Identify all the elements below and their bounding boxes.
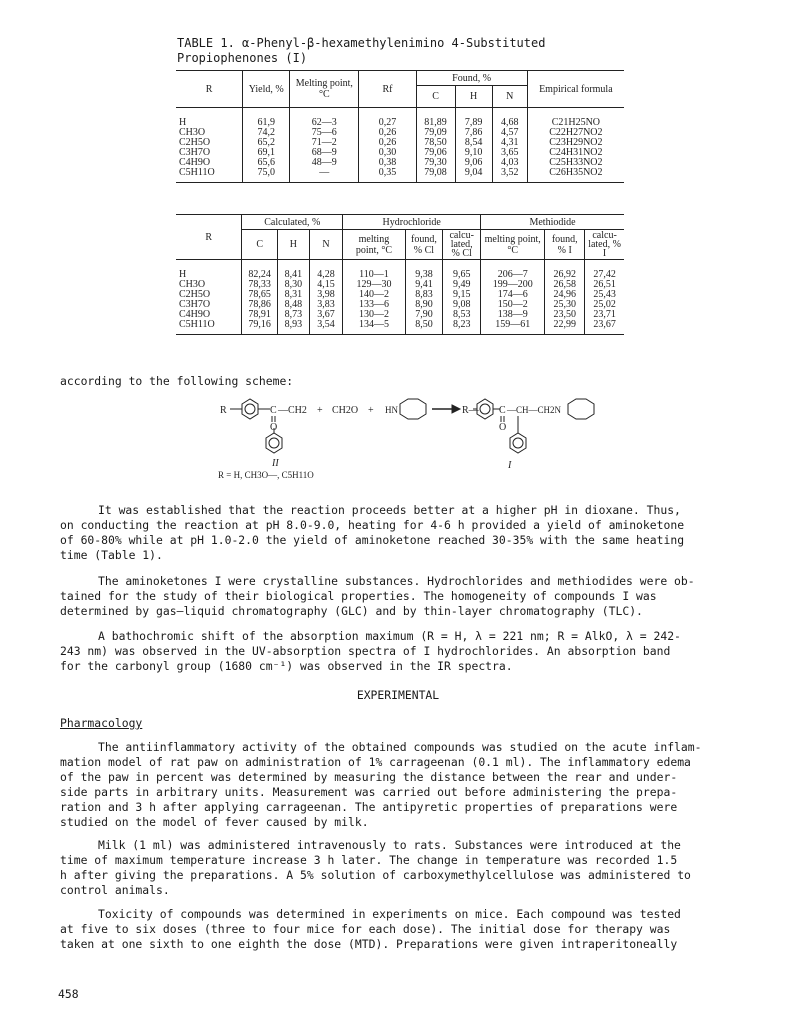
t1-cell-yield: 65,2	[243, 138, 290, 148]
t1-header-h: H	[455, 86, 492, 108]
t1-cell-c: 79,06	[416, 148, 455, 158]
t2-cell-n: 3,67	[309, 310, 343, 320]
benzene-ring-right	[477, 399, 493, 419]
t1-cell-n: 4,31	[492, 138, 527, 148]
t1-cell-mp: 48—9	[290, 158, 359, 168]
paragraph-line: control animals.	[60, 883, 170, 897]
t2-cell-hcl-calc: 8,53	[443, 310, 481, 320]
t1-cell-yield: 65,6	[243, 158, 290, 168]
t2-cell-c: 78,91	[242, 310, 278, 320]
t1-cell-c: 78,50	[416, 138, 455, 148]
t1-cell-n: 4,68	[492, 108, 527, 129]
t1-cell-yield: 69,1	[243, 148, 290, 158]
t2-header-c: C	[242, 230, 278, 260]
t2-cell-c: 78,65	[242, 290, 278, 300]
t2-cell-r: C5H11O	[176, 320, 242, 335]
page-number: 458	[58, 987, 79, 1001]
benzene-ring-left	[242, 399, 258, 419]
paragraph-line: The antiinflammatory activity of the obtained compounds was studied on the acute inflam-	[98, 740, 702, 754]
paragraph-6	[60, 907, 750, 952]
t2-cell-h: 8,93	[278, 320, 310, 335]
t1-cell-n: 4,57	[492, 128, 527, 138]
scheme-intro: according to the following scheme:	[60, 374, 294, 388]
paragraph-line: The aminoketones I were crystalline substances. Hydrochlorides and methiodides were ob-	[98, 574, 695, 588]
t2-cell-mi-found: 25,30	[545, 300, 585, 310]
t1-header-melting-point: Melting point, °C	[290, 71, 359, 108]
experimental-heading: EXPERIMENTAL	[356, 688, 440, 702]
t1-header-yield: Yield, %	[243, 71, 290, 108]
reaction-scheme	[190, 392, 610, 482]
t1-cell-mp: —	[290, 168, 359, 183]
t2-header-mi-calc: calcu- lated, % I	[585, 230, 624, 260]
t1-cell-r: C3H7O	[179, 147, 211, 158]
t1-cell-h: 9,10	[455, 148, 492, 158]
table-row	[176, 260, 624, 281]
t2-header-mi-mp: melting point, °C	[481, 230, 545, 260]
paragraph-3	[60, 629, 750, 674]
t1-header-formula: Empirical formula	[527, 71, 624, 108]
t1-cell-formula: C23H29NO2	[527, 138, 624, 148]
t1-cell-rf: 0,27	[359, 108, 416, 129]
t1-cell-h: 7,89	[455, 108, 492, 129]
t2-cell-r: H	[179, 269, 187, 280]
t1-header-found: Found, %	[416, 71, 527, 86]
paragraph-line: taken at one sixth to one eighth the dose (MTD). Preparations were given intraperitoneally	[60, 937, 678, 951]
t2-cell-r: C4H9O	[179, 309, 211, 320]
paragraph-line: 243 nm) was observed in the UV-absorption spectra of I hydrochlorides. An absorption band	[60, 644, 671, 658]
t2-cell-r: C3H7O	[179, 299, 211, 310]
t2-header-h: H	[278, 230, 310, 260]
t1-cell-r: C4H9O	[179, 157, 211, 168]
t2-cell-n: 4,15	[309, 280, 343, 290]
t1-cell-yield: 75,0	[243, 168, 290, 183]
scheme-c-product: C	[499, 405, 506, 416]
t2-cell-hcl-mp: 134—5	[343, 320, 405, 335]
hexamethylenimine-ring	[400, 399, 426, 419]
t2-cell-hcl-calc: 9,49	[443, 280, 481, 290]
t2-cell-mi-found: 26,92	[545, 260, 585, 281]
table-row	[176, 320, 624, 335]
t1-header-rf: Rf	[359, 71, 416, 108]
paragraph-line: A bathochromic shift of the absorption maximum (R = H, λ = 221 nm; R = AlkO, λ = 242-	[98, 629, 681, 643]
benzene-ring-lower-right	[510, 433, 526, 453]
t1-cell-formula: C24H31NO2	[527, 148, 624, 158]
t2-cell-mi-mp: 174—6	[481, 290, 545, 300]
t2-cell-h: 8,73	[278, 310, 310, 320]
t2-cell-mi-found: 22,99	[545, 320, 585, 335]
paragraph-line: of the paw in percent was determined by measuring the distance between the rear and under-	[60, 770, 678, 784]
t2-cell-h: 8,31	[278, 290, 310, 300]
paragraph-4	[60, 740, 750, 830]
t2-cell-mi-calc: 23,71	[585, 310, 624, 320]
t2-cell-hcl-mp: 140—2	[343, 290, 405, 300]
paragraph-line: studied on the model of fever caused by milk.	[60, 815, 369, 829]
t2-cell-n: 4,28	[309, 260, 343, 281]
scheme-plus-1: +	[317, 405, 323, 416]
paragraph-line: determined by gas—liquid chromatography (GLC) and by thin-layer chromatography (TLC).	[60, 604, 643, 618]
paragraph-line: ration and 3 h after applying carrageenan. The antipyretic properties of preparations were	[60, 800, 678, 814]
paragraph-line: tained for the study of their biological properties. The homogeneity of compounds I was	[60, 589, 657, 603]
table-1	[176, 70, 624, 183]
t2-cell-mi-calc: 25,43	[585, 290, 624, 300]
t2-cell-n: 3,54	[309, 320, 343, 335]
t1-cell-mp: 75—6	[290, 128, 359, 138]
t2-cell-mi-calc: 23,67	[585, 320, 624, 335]
t1-cell-formula: C21H25NO	[527, 108, 624, 129]
t1-cell-n: 3,52	[492, 168, 527, 183]
t1-cell-c: 79,30	[416, 158, 455, 168]
t1-cell-mp: 62—3	[290, 108, 359, 129]
paragraph-2	[60, 574, 750, 619]
t1-cell-yield: 74,2	[243, 128, 290, 138]
t2-cell-hcl-mp: 130—2	[343, 310, 405, 320]
scheme-r-definition: R = H, CH3O—, C5H11O	[218, 470, 314, 480]
table-row	[176, 108, 624, 129]
t2-cell-mi-mp: 150—2	[481, 300, 545, 310]
t1-header-r: R	[176, 71, 243, 108]
t1-cell-r: H	[179, 117, 187, 128]
t2-header-methiodide: Methiodide	[481, 215, 624, 230]
t2-cell-hcl-found: 9,38	[405, 260, 443, 281]
paragraph-line: Milk (1 ml) was administered intravenously to rats. Substances were introduced at the	[98, 838, 681, 852]
t2-cell-h: 8,41	[278, 260, 310, 281]
t2-cell-hcl-mp: 133—6	[343, 300, 405, 310]
scheme-formaldehyde: CH2O	[332, 405, 359, 416]
t1-cell-n: 3,65	[492, 148, 527, 158]
t1-cell-h: 9,04	[455, 168, 492, 183]
t2-cell-mi-calc: 27,42	[585, 260, 624, 281]
t1-cell-rf: 0,38	[359, 158, 416, 168]
t2-cell-hcl-calc: 8,23	[443, 320, 481, 335]
t1-cell-r: C2H5O	[179, 137, 211, 148]
t2-cell-hcl-calc: 9,65	[443, 260, 481, 281]
t2-cell-mi-mp: 159—61	[481, 320, 545, 335]
t2-cell-mi-mp: 138—9	[481, 310, 545, 320]
hexamethylenimine-ring-product	[568, 399, 594, 419]
t1-header-c: C	[416, 86, 455, 108]
t2-cell-hcl-found: 7,90	[405, 310, 443, 320]
t2-cell-mi-calc: 26,51	[585, 280, 624, 290]
scheme-o-reactant: O	[270, 422, 278, 433]
t2-cell-c: 79,16	[242, 320, 278, 335]
table-2	[176, 214, 624, 335]
t1-cell-c: 79,09	[416, 128, 455, 138]
scheme-r-reactant: R	[220, 405, 227, 416]
t2-cell-h: 8,30	[278, 280, 310, 290]
paragraph-line: Toxicity of compounds was determined in experiments on mice. Each compound was tested	[98, 907, 681, 921]
paragraph-line: for the carbonyl group (1680 cm⁻¹) was observed in the IR spectra.	[60, 659, 513, 673]
paragraph-line: mation model of rat paw on administration of 1% carrageenan (0.1 ml). The inflammatory edema	[60, 755, 691, 769]
scheme-o-product: O	[499, 422, 507, 433]
t1-cell-h: 8,54	[455, 138, 492, 148]
scheme-r-product: R—	[462, 405, 479, 416]
table-caption: TABLE 1. α-Phenyl-β-hexamethylenimino 4-Substituted Propiophenones (I)	[177, 36, 546, 65]
t1-cell-mp: 68—9	[290, 148, 359, 158]
t2-header-hcl-found: found, % Cl	[405, 230, 443, 260]
t1-cell-h: 9,06	[455, 158, 492, 168]
scheme-ch-ch2n: —CH—CH2N	[507, 405, 562, 415]
t1-header-n: N	[492, 86, 527, 108]
t2-header-hydrochloride: Hydrochloride	[343, 215, 481, 230]
table-row	[176, 168, 624, 183]
t1-cell-r: CH3O	[179, 127, 206, 138]
paragraph-line: on conducting the reaction at pH 8.0-9.0, heating for 4-6 h provided a yield of aminoketone	[60, 518, 685, 532]
t1-cell-formula: C26H35NO2	[527, 168, 624, 183]
scheme-plus-2: +	[368, 405, 374, 416]
t1-cell-mp: 71—2	[290, 138, 359, 148]
t2-cell-c: 78,86	[242, 300, 278, 310]
scheme-hn: HN	[385, 405, 398, 415]
t1-cell-c: 79,08	[416, 168, 455, 183]
t1-cell-formula: C25H33NO2	[527, 158, 624, 168]
scheme-ch2-reactant: —CH2	[278, 405, 307, 416]
paragraph-line: time of maximum temperature increase 3 h later. The change in temperature was recorded 1.5	[60, 853, 678, 867]
t2-cell-c: 82,24	[242, 260, 278, 281]
t2-cell-hcl-calc: 9,08	[443, 300, 481, 310]
scheme-c-reactant: C	[270, 405, 277, 416]
reaction-arrow-icon	[432, 405, 460, 413]
t2-cell-hcl-mp: 129—30	[343, 280, 405, 290]
t2-cell-hcl-calc: 9,15	[443, 290, 481, 300]
t1-cell-rf: 0,35	[359, 168, 416, 183]
paragraph-line: of 60-80% while at pH 1.0-2.0 the yield of aminoketone reached 30-35% with the same heating	[60, 533, 685, 547]
t1-cell-yield: 61,9	[243, 108, 290, 129]
pharmacology-heading: Pharmacology	[60, 716, 143, 730]
t2-cell-c: 78,33	[242, 280, 278, 290]
t1-cell-rf: 0,26	[359, 138, 416, 148]
t2-cell-n: 3,83	[309, 300, 343, 310]
t2-cell-mi-found: 23,50	[545, 310, 585, 320]
t2-cell-hcl-found: 8,83	[405, 290, 443, 300]
t2-cell-hcl-found: 9,41	[405, 280, 443, 290]
t1-cell-h: 7,86	[455, 128, 492, 138]
t2-cell-r: C2H5O	[179, 289, 211, 300]
t1-cell-c: 81,89	[416, 108, 455, 129]
t2-cell-h: 8,48	[278, 300, 310, 310]
t2-header-hcl-calc: calcu- lated, % Cl	[443, 230, 481, 260]
t2-cell-mi-calc: 25,02	[585, 300, 624, 310]
t1-cell-rf: 0,26	[359, 128, 416, 138]
paragraph-line: side parts in arbitrary units. Measurement was carried out before administering the prepa-	[60, 785, 678, 799]
paragraph-line: time (Table 1).	[60, 548, 163, 562]
t2-cell-n: 3,98	[309, 290, 343, 300]
t1-cell-r: C5H11O	[176, 168, 243, 183]
t1-cell-n: 4,03	[492, 158, 527, 168]
t2-cell-mi-found: 24,96	[545, 290, 585, 300]
paragraph-1	[60, 503, 750, 563]
t2-cell-r: CH3O	[179, 279, 206, 290]
paragraph-line: at five to six doses (three to four mice for each dose). The initial dose for therapy was	[60, 922, 671, 936]
benzene-ring-lower-left	[266, 433, 282, 453]
t2-cell-hcl-mp: 110—1	[343, 260, 405, 281]
scheme-label-ii: II	[272, 458, 279, 469]
t1-cell-rf: 0,30	[359, 148, 416, 158]
t2-cell-mi-found: 26,58	[545, 280, 585, 290]
paragraph-line: It was established that the reaction proceeds better at a higher pH in dioxane. Thus,	[98, 503, 681, 517]
t1-cell-formula: C22H27NO2	[527, 128, 624, 138]
scheme-label-i: I	[508, 460, 512, 471]
t2-cell-hcl-found: 8,50	[405, 320, 443, 335]
t2-cell-hcl-found: 8,90	[405, 300, 443, 310]
paragraph-line: h after giving the preparations. A 5% solution of carboxymethylcellulose was administered to	[60, 868, 691, 882]
t2-header-r: R	[176, 215, 242, 260]
paragraph-5	[60, 838, 750, 898]
t2-header-mi-found: found, % I	[545, 230, 585, 260]
t2-header-n: N	[309, 230, 343, 260]
t2-cell-mi-mp: 206—7	[481, 260, 545, 281]
t2-cell-mi-mp: 199—200	[481, 280, 545, 290]
t2-header-calculated: Calculated, %	[242, 215, 343, 230]
t2-header-hcl-mp: melting point, °C	[343, 230, 405, 260]
